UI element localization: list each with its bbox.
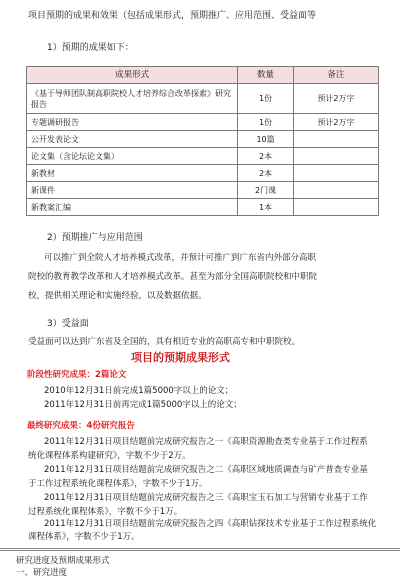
cell-form: 《基于导师团队制高职院校人才培养综合改革探索》研究报告 — [27, 84, 238, 114]
table-row — [27, 131, 379, 148]
final-item-line-2: 过程系统化课程体系》，字数不少于1万。 — [28, 507, 183, 517]
table-row — [27, 84, 379, 114]
section-3-line: 受益面可以达到广东省及全国的，具有相近专业的高职高专和中职院校。 — [28, 337, 301, 347]
cell-note — [293, 131, 378, 148]
cell-note: 预计2万字 — [293, 84, 378, 114]
cell-note — [293, 199, 378, 216]
cell-quantity: 2门课 — [238, 182, 293, 199]
stage-result-line: 2010年12月31日前完成1篇5000字以上的论文； — [44, 386, 234, 396]
cell-form: 新课件 — [27, 182, 238, 199]
section-3-heading: 3）受益面 — [47, 319, 89, 329]
cell-form: 专题调研报告 — [27, 114, 238, 131]
final-item-line-1: 2011年12月31日项目结题前完成研究报告之二《高职区域地质调查与矿产普查专业基 — [44, 465, 368, 475]
final-item-line-2: 课程体系》，字数不少于1万。 — [28, 532, 140, 542]
section-2-heading: 2）预期推广与应用范围 — [47, 233, 143, 243]
cell-form: 公开发表论文 — [27, 131, 238, 148]
table-row — [27, 165, 379, 182]
results-form-title: 项目的预期成果形式 — [131, 351, 230, 364]
cell-quantity: 2本 — [238, 165, 293, 182]
footer-subheading: 一、研究进度 — [16, 568, 68, 578]
section-2-line: 校，提供相关理论和实施经验，以及数据依据。 — [28, 291, 207, 301]
results-table — [26, 66, 379, 216]
final-item-line-1: 2011年12月31日项目结题前完成研究报告之四《高职钻探技术专业基于工作过程系统化 — [44, 519, 377, 529]
cell-quantity: 1份 — [238, 84, 293, 114]
table-row — [27, 148, 379, 165]
cell-form: 新教案汇编 — [27, 199, 238, 216]
cell-note — [293, 165, 378, 182]
cell-quantity: 1份 — [238, 114, 293, 131]
cell-form: 新教材 — [27, 165, 238, 182]
cell-quantity: 1本 — [238, 199, 293, 216]
cell-note — [293, 148, 378, 165]
final-item-line-1: 2011年12月31日项目结题前完成研究报告之一《高职资源勘查类专业基于工作过程系 — [44, 437, 368, 447]
table-header-row — [27, 67, 379, 84]
table-row — [27, 182, 379, 199]
table-row — [27, 114, 379, 131]
section-2-line: 可以推广到全院人才培养模式改革，并预计可推广到广东省内外部分高职 — [44, 253, 317, 263]
header-note: 备注 — [293, 67, 378, 84]
final-item-line-2: 统化课程体系构建研究》，字数不少于2万。 — [28, 451, 191, 461]
footer-heading: 研究进度及预期成果形式 — [16, 556, 110, 566]
intro-text: 项目预期的成果和效果（包括成果形式，预期推广、应用范围、受益面等 — [28, 11, 317, 21]
cell-note: 预计2万字 — [293, 114, 378, 131]
final-item-line-1: 2011年12月31日项目结题前完成研究报告之三《高职宝玉石加工与营销专业基于工作 — [44, 493, 368, 503]
cell-quantity: 2本 — [238, 148, 293, 165]
section-2-line: 院校的教育教学改革和人才培养模式改革。甚至为部分全国高职院校和中职院 — [28, 272, 318, 282]
cell-note — [293, 182, 378, 199]
header-form: 成果形式 — [27, 67, 238, 84]
cell-quantity: 10篇 — [238, 131, 293, 148]
final-item-line-2: 于工作过程系统化课程体系》，字数不少于1万。 — [28, 479, 208, 489]
header-quantity: 数量 — [238, 67, 293, 84]
table-row — [27, 199, 379, 216]
section-1-heading: 1）预期的成果如下： — [47, 43, 134, 53]
final-results-heading: 最终研究成果：4份研究报告 — [27, 421, 135, 431]
stage-result-line: 2011年12月31日前再完成1篇5000字以上的论文； — [44, 400, 242, 410]
page-divider — [0, 548, 400, 551]
cell-form: 论文集（含论坛论文集） — [27, 148, 238, 165]
stage-results-heading: 阶段性研究成果：2篇论文 — [27, 370, 127, 380]
